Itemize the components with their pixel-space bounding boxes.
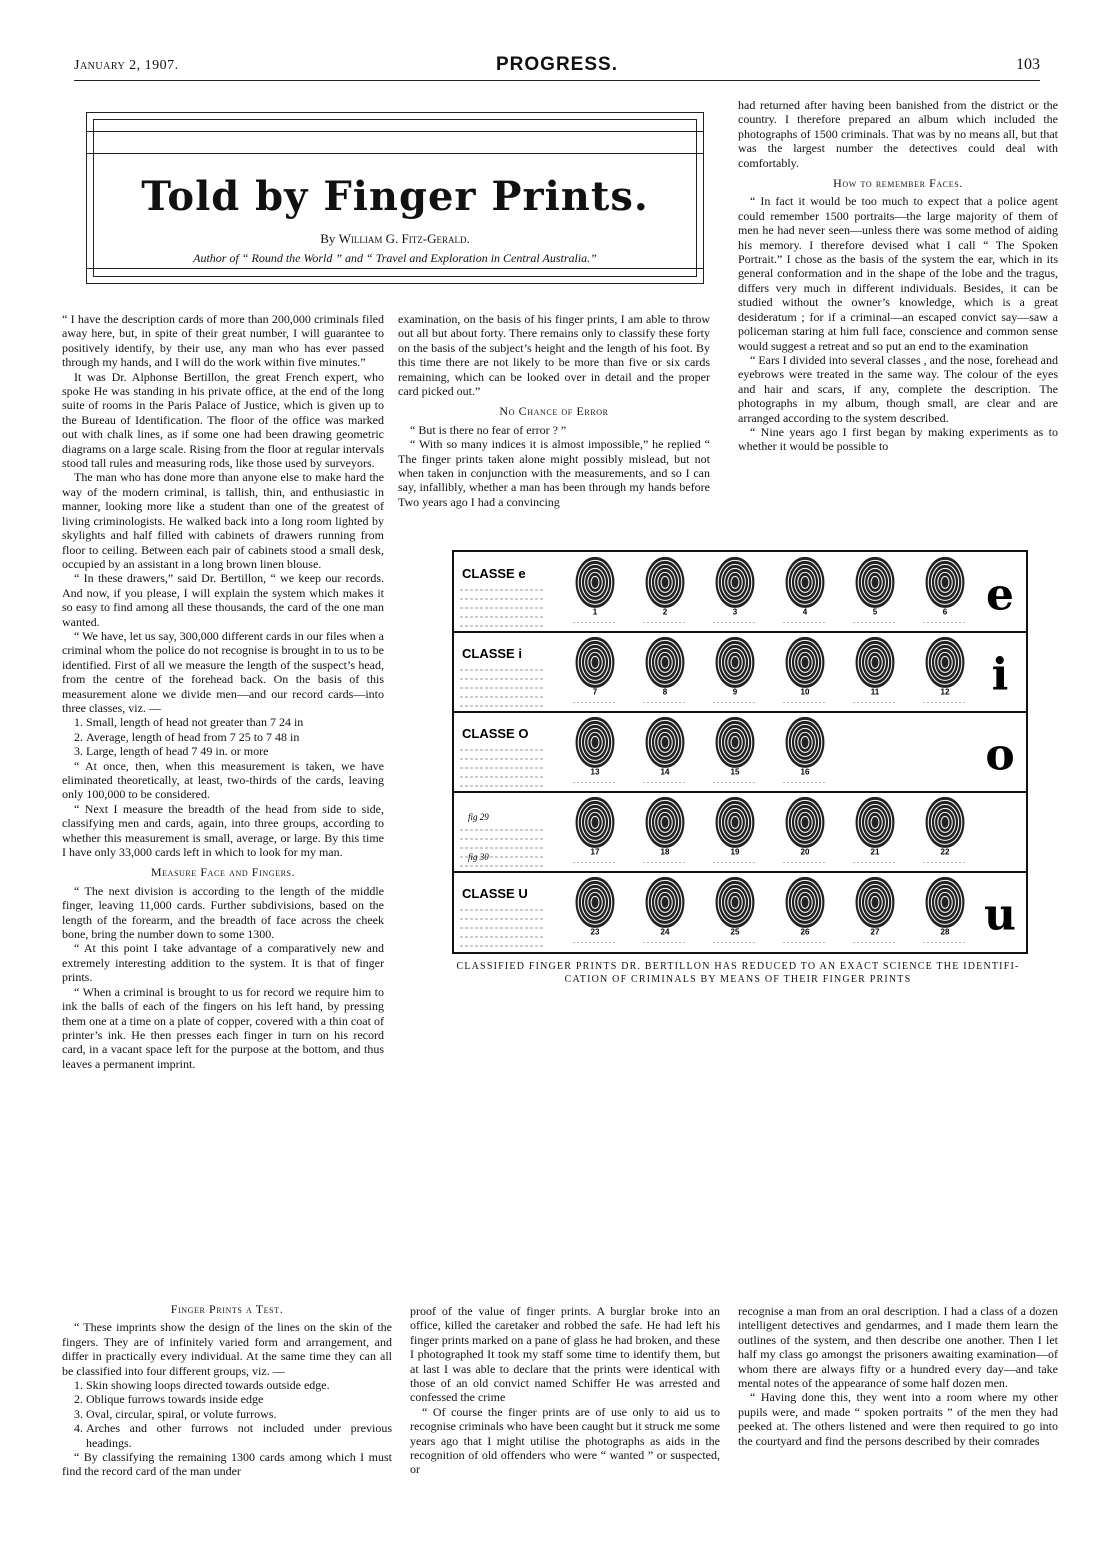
fingerprint (785, 876, 825, 928)
finger-groups-list (62, 1378, 392, 1450)
print-number: 21 (870, 847, 880, 857)
fingerprint (925, 636, 965, 688)
title-box-rule (87, 153, 703, 154)
fingerprint (645, 796, 685, 848)
print-number: 28 (940, 927, 950, 937)
page-number: 103 (1016, 56, 1040, 73)
column-3-bottom (738, 1304, 1058, 1448)
print-number: 9 (732, 687, 738, 697)
list-item: 3. Oval, circular, spiral, or volute furrows. (86, 1407, 392, 1421)
paragraph: “ These imprints show the design of the lines on the skin of the fingers. They are of infinitely varied form and arrangement, and differ in practically every individual. At the same time they can all be classified into four different groups, viz. — (62, 1320, 392, 1378)
fingerprint-plate (452, 550, 1028, 954)
class-label: CLASSE O (462, 726, 529, 741)
author-credits: Author of “ Round the World ” and “ Travel and Exploration in Central Australia.” (193, 251, 597, 265)
section-heading: How to remember Faces. (833, 176, 963, 191)
figure-label: fig 29 (468, 812, 489, 822)
print-number: 23 (590, 927, 600, 937)
print-number: 27 (870, 927, 880, 937)
section-heading: No Chance of Error (499, 404, 609, 419)
fingerprint (785, 716, 825, 768)
print-number: 7 (592, 687, 598, 697)
list-item: 1. Skin showing loops directed towards outside edge. (86, 1378, 392, 1392)
fingerprint (645, 556, 685, 608)
print-number: 26 (800, 927, 810, 937)
class-side-letter: o (985, 729, 1015, 781)
column-2-top (398, 312, 710, 509)
byline-prefix: By (320, 231, 336, 246)
paragraph: “ In fact it would be too much to expect that a police agent could remember 1500 portraits—the large majority of them of men he had never seen—unless there was some method of aiding his memory. I therefore devised what I call “ The Spoken Portrait.” I chose as the basis of the system the ear, which in its general conformation and in the shape of the lobe and the tragus, differs very much in different individuals. Besides, it can be studied without the owner’s knowledge, which is a great desideratum ; for if a criminal—an escaped convict say—saw a policeman staring at him full face, conscience and common sense would suggest a retreat and so put an end to the examination (738, 194, 1058, 353)
figure-label: fig 30 (468, 852, 489, 862)
paragraph: It was Dr. Alphonse Bertillon, the great French expert, who spoke He was standing in his private office, at the end of the long suite of rooms in the Paris Palace of Justice, which is given up to the Bureau of Identification. The floor of the office was marked out with chalk lines, as if some one had been drawing geometric diagrams on a large scale. Rising from the floor at regular intervals stood tall rules and measuring rods, like those used by surveyors. (62, 369, 384, 471)
print-number: 6 (942, 607, 948, 617)
byline (87, 231, 703, 247)
print-number: 4 (802, 607, 808, 617)
paragraph: recognise a man from an oral description. I had a class of a dozen intelligent detectives and gendarmes, and I made them learn the outlines of the system, and then describe one another. Then I let half my class go amongst the prisoners awaiting examination—of whom there are always fifty or a hundred every day—and take mental notes of the appearance of some half dozen men. (738, 1304, 1058, 1391)
section-heading: Measure Face and Fingers. (150, 865, 296, 880)
print-number: 3 (732, 607, 738, 617)
fingerprint (925, 796, 965, 848)
fingerprint (715, 716, 755, 768)
title-box (86, 112, 704, 284)
fingerprint (715, 636, 755, 688)
fingerprint (855, 636, 895, 688)
fingerprint (855, 556, 895, 608)
caption-line: CLASSIFIED FINGER PRINTS DR. BERTILLON HAS REDUCED TO AN EXACT SCIENCE THE IDENTIFI- (456, 961, 1020, 972)
print-number: 16 (800, 767, 810, 777)
print-number: 24 (660, 927, 670, 937)
paragraph: “ I have the description cards of more than 200,000 criminals filed away here, but, in spite of their great number, I will guarantee to positively identify, by their use, any man who has ever passed through my hands, and I will do the work within five minutes.” (62, 312, 384, 370)
paragraph: “ We have, let us say, 300,000 different cards in our files when a criminal whom the police do not recognise is brought in to us to be identified. First of all we measure the length of the suspect’s head, from the centre of the forehead back. On the basis of this measurement alone we divide men—and our record cards—into three classes, viz. — (62, 628, 384, 715)
paragraph: “ In these drawers,” said Dr. Bertillon, “ we keep our records. And now, if you please, I will explain the system which makes it so easy to find among all these thousands, the card of the one man wanted. (62, 571, 384, 629)
paragraph: “ Having done this, they went into a room where my other pupils were, and made “ spoken portraits ” of the men they had peeked at. The others listened and were then required to go into the courtyard and find the persons described by their comrades (738, 1390, 1058, 1448)
paragraph: “ With so many indices it is almost impossible,” he replied “ The finger prints taken alone might possibly mislead, but not when taken in conjunction with the measurements, and so I can say, infallibly, whether a man has been through my hands before Two years ago I had a convincing (398, 437, 710, 509)
class-label: CLASSE U (462, 886, 528, 901)
paragraph: “ Ears I divided into several classes , and the nose, forehead and eyebrows were treated in the same way. The colour of the eyes and hair and scars, if any, complete the description. The photographs in my album, though small, are clear and are arranged according to the system described. (738, 352, 1058, 425)
list-item: 4. Arches and other furrows not included under previous headings. (86, 1421, 392, 1450)
running-header (74, 54, 1040, 78)
paragraph: “ Of course the finger prints are of use only to aid us to recognise criminals who have been caught but it struck me some years ago that I might utilise the photographs as aids in the recognition of old offenders who were “ wanted ” or suspected, or (410, 1404, 720, 1477)
paragraph: “ But is there no fear of error ? ” (410, 422, 567, 437)
article-title: Told by Finger Prints. (141, 173, 649, 220)
fingerprint (575, 716, 615, 768)
print-number: 19 (730, 847, 740, 857)
fingerprint (575, 796, 615, 848)
print-number: 18 (660, 847, 670, 857)
paragraph: examination, on the basis of his finger prints, I am able to throw out all but about forty. There remains only to classify these forty on the basis of the subject’s height and the length of his foot. By this time there are not likely to be more than five or six cards remaining, which can be looked over in detail and the proper card picked out.” (398, 312, 710, 399)
print-number: 13 (590, 767, 600, 777)
figure-caption (426, 960, 1050, 986)
print-number: 1 (592, 607, 598, 617)
class-side-letter: e (986, 569, 1014, 621)
fingerprint (575, 876, 615, 928)
fingerprint (715, 876, 755, 928)
column-1-bottom (62, 1296, 392, 1479)
print-number: 10 (800, 687, 810, 697)
print-number: 15 (730, 767, 740, 777)
paragraph: “ Next I measure the breadth of the head from side to side, classifying men and cards, again, into three groups, according to whether this measurement is small, average, or large. By this time I have only 33,000 cards left in which to look for my man. (62, 801, 384, 860)
column-1-top (62, 312, 384, 1071)
paragraph: “ The next division is according to the length of the middle finger, leaving 11,000 cards. Further subdivisions, based on the length of the forearm, and the breadth of face across the cheek bone, bring the number down to some 1300. (62, 883, 384, 942)
caption-line: CATION OF CRIMINALS BY MEANS OF THEIR FINGER PRINTS (564, 974, 912, 985)
paragraph: “ When a criminal is brought to us for record we require him to ink the balls of each of the fingers on his left hand, by pressing them one at a time on a plate of copper, covered with a thin coat of printer’s ink. He then presses each finger in turn on his record card, in a vacant space left for the purpose at the bottom, and thus leaves a permanent imprint. (62, 984, 384, 1071)
class-side-letter: u (984, 889, 1016, 941)
print-number: 20 (800, 847, 810, 857)
fingerprint (575, 556, 615, 608)
list-item: 3. Large, length of head 7 49 in. or more (86, 744, 384, 758)
section-heading: Finger Prints a Test. (170, 1302, 284, 1316)
print-number: 8 (662, 687, 668, 697)
title-box-rule (87, 268, 703, 269)
print-number: 25 (730, 927, 740, 937)
paragraph: proof of the value of finger prints. A burglar broke into an office, killed the caretaker and robbed the safe. He had left his finger prints marked on a pane of glass he had broken, and these I photographed It took my staff some time to identify them, but at last I was able to declare that the prints were identical with those of an old convict named Schiffer He was arrested and confessed the crime (410, 1304, 720, 1405)
fingerprint (785, 636, 825, 688)
fingerprint (925, 876, 965, 928)
header-rule (74, 80, 1040, 81)
fingerprint (645, 876, 685, 928)
title-box-rule (87, 131, 703, 132)
fingerprint (715, 796, 755, 848)
class-side-letter: i (991, 649, 1009, 701)
author-name: William G. Fitz-Gerald. (338, 231, 470, 246)
list-item: 2. Average, length of head from 7 25 to 7 48 in (86, 730, 384, 744)
list-item: 2. Oblique furrows towards inside edge (86, 1392, 392, 1406)
fingerprint (645, 636, 685, 688)
fingerprint (715, 556, 755, 608)
print-number: 17 (590, 847, 600, 857)
fingerprint (785, 796, 825, 848)
paragraph: “ By classifying the remaining 1300 cards among which I must find the record card of the man under (62, 1450, 392, 1479)
class-label: CLASSE i (462, 646, 522, 661)
fingerprint (925, 556, 965, 608)
paragraph: The man who has done more than anyone else to make hard the way of the modern criminal, is tallish, thin, and enthusiastic in manner, looking more like a student than one of the greatest of living criminologists. He walked back into a long room lighted by skylights and half filled with cabinets of drawers running from floor to ceiling. Between each pair of cabinets stood a small desk, occupied by an assistant in a long brown linen blouse. (62, 470, 384, 571)
issue-date: January 2, 1907. (74, 58, 179, 73)
print-number: 22 (940, 847, 950, 857)
paragraph: had returned after having been banished from the district or the country. I therefore prepared an album which included the photographs of 1500 criminals. That was by no means all, but that was the largest number the detectives could deal with comfortably. (738, 98, 1058, 170)
masthead: PROGRESS. (496, 54, 618, 75)
class-label: CLASSE e (462, 566, 526, 581)
column-2-bottom (410, 1304, 720, 1477)
fingerprint (645, 716, 685, 768)
print-number: 12 (940, 687, 950, 697)
fingerprint (575, 636, 615, 688)
column-3-top (738, 98, 1058, 454)
paragraph: “ Nine years ago I first began by making experiments as to whether it would be possible to (738, 424, 1058, 454)
print-number: 2 (662, 607, 668, 617)
print-number: 11 (870, 687, 880, 697)
list-item: 1. Small, length of head not greater than 7 24 in (86, 715, 384, 729)
fingerprint (855, 796, 895, 848)
paragraph: “ At this point I take advantage of a comparatively new and extremely interesting addition to the system. It is that of finger prints. (62, 941, 384, 985)
head-length-list (62, 715, 384, 758)
fingerprint-plate-image (454, 552, 1026, 952)
fingerprint (785, 556, 825, 608)
print-number: 5 (872, 607, 878, 617)
fingerprint (855, 876, 895, 928)
print-number: 14 (660, 767, 670, 777)
paragraph: “ At once, then, when this measurement is taken, we have eliminated theoretically, at least, two-thirds of the cards, leaving only 100,000 to be considered. (62, 758, 384, 802)
